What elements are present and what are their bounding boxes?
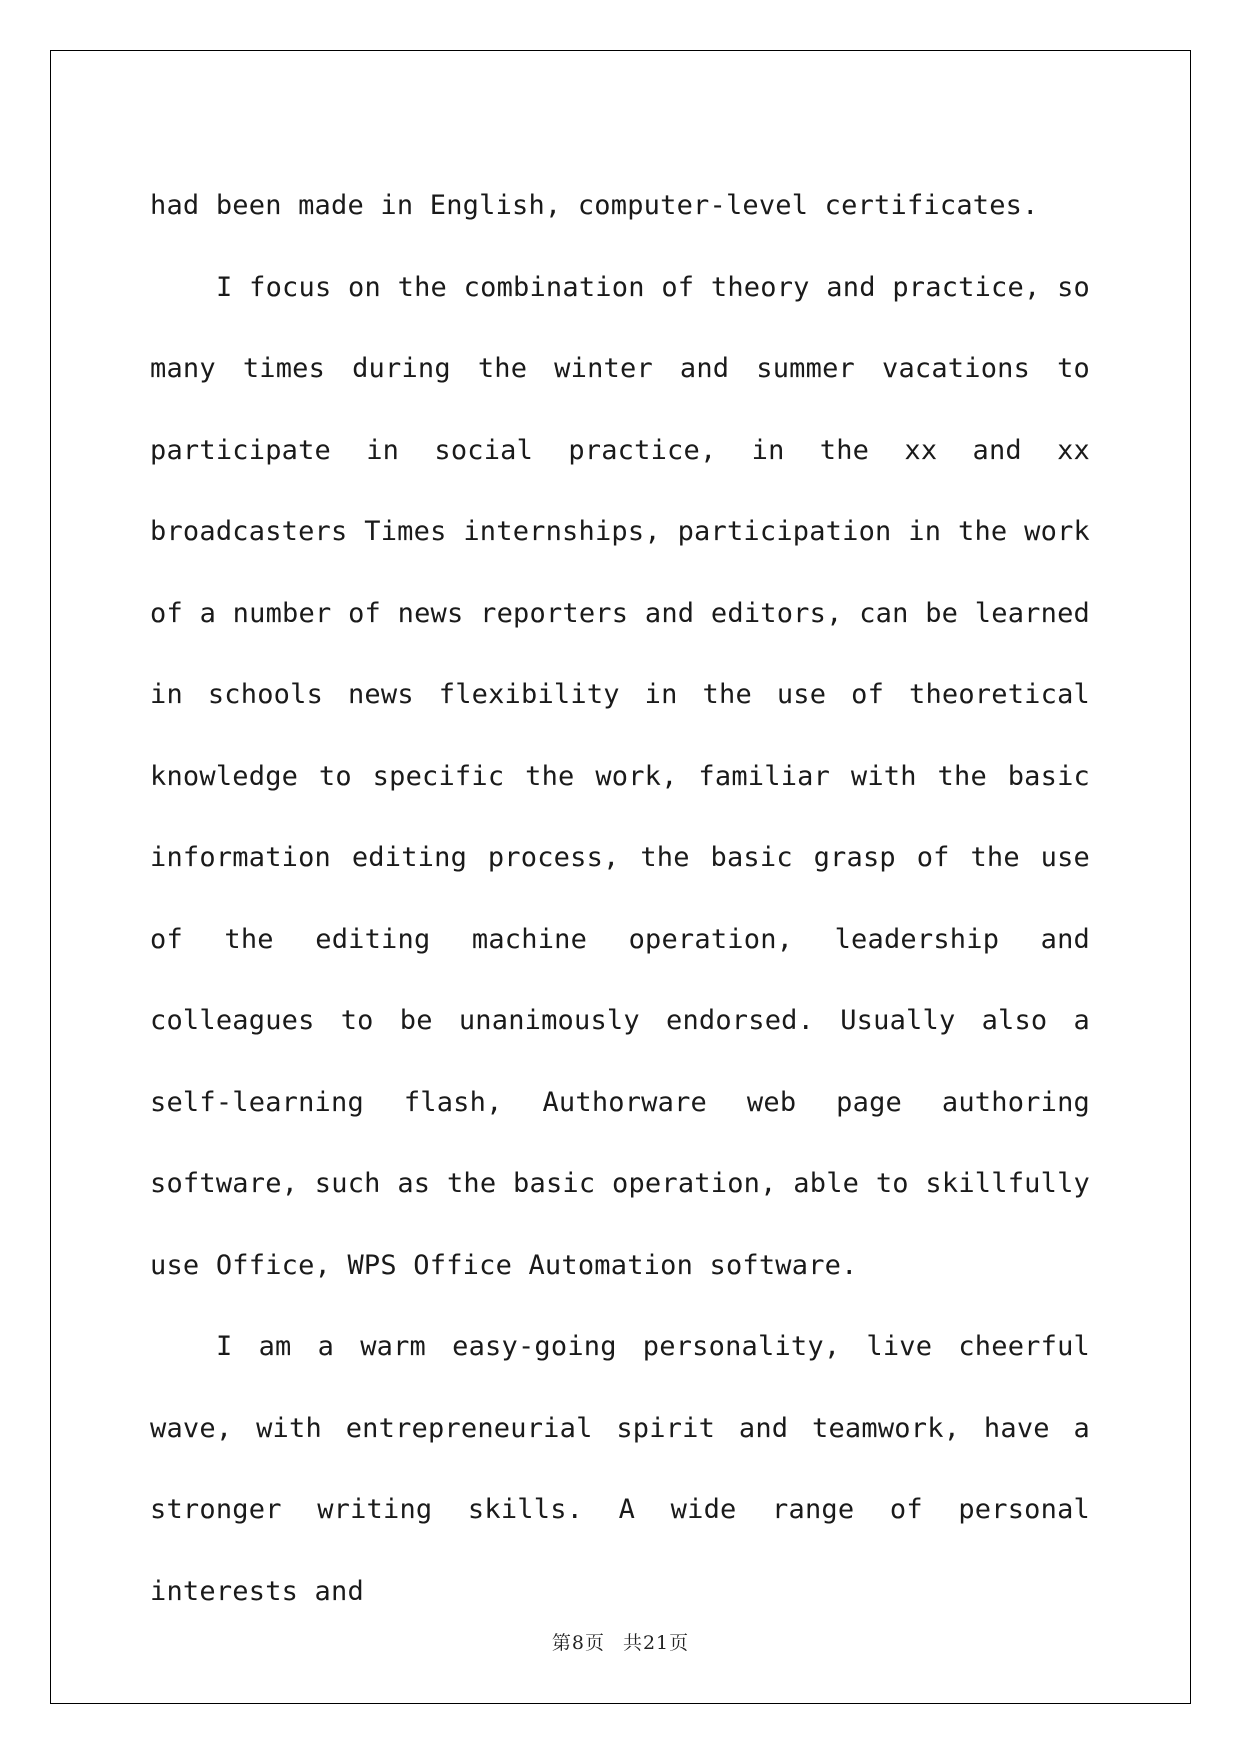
page-footer [0,1628,1241,1655]
paragraph-3: I am a warm easy-going personality, live cheerful wave, with entrepreneurial spirit and teamwork, have a stronger writing skills. A wide range of personal interests and [150,1331,1090,1607]
page-number: 第8页 [551,1632,605,1654]
paragraph-2: I focus on the combination of theory and practice, so many times during the winter and summer vacations to participate in social practice, in the xx and xx broadcasters Times internships, participation in the work of a number of news reporters and editors, can be learned in schools news flexibility in the use of theoretical knowledge to specific the work, familiar with the basic information editing process, the basic grasp of the use of the editing machine operation, leadership and colleagues to be unanimously endorsed. Usually also a self-learning flash, Authorware web page authoring software, such as the basic operation, able to skillfully use Office, WPS Office Automation software. [150,271,1090,1281]
document-body [150,165,1090,1632]
paragraph-1: had been made in English, computer-level certificates. [150,190,1039,221]
page-total: 共21页 [622,1632,690,1654]
